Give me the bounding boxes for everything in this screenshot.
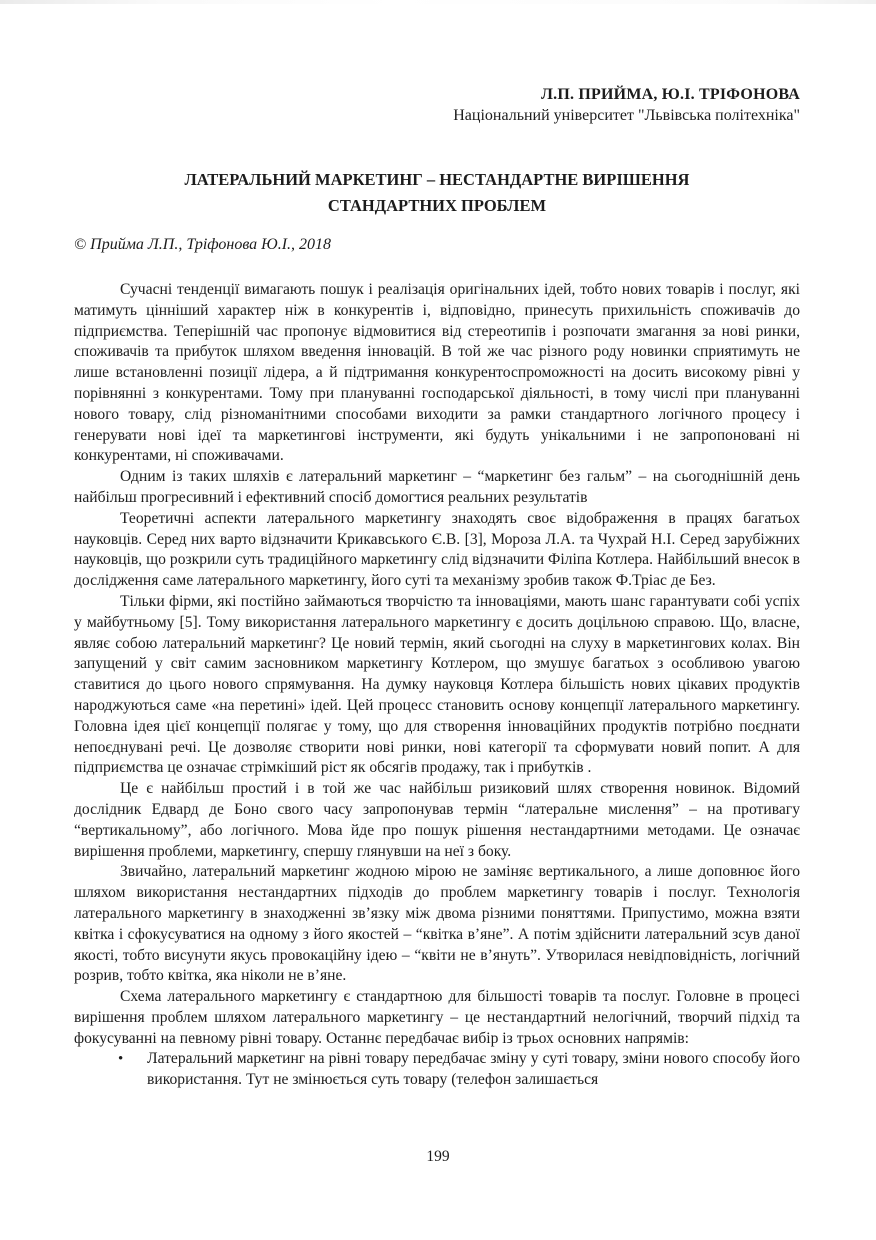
paragraph: Тільки фірми, які постійно займаються творчістю та інноваціями, мають шанс гарантувати собі успіх у майбутньому [5]. Тому використання латерального маркетингу є досить доцільною справою. Що, власне, являє собою латеральний маркетинг? Це новий термін, який сьогодні на слуху в маркетингових колах. Він запущений у світ самим засновником маркетингу Котлером, що змушує багатьох з особливою увагою ставитися до цього нового спрямування. На думку науковця Котлера більшість нових цікавих продуктів народжуються саме «на перетині» ідей. Цей процесс становить основу концепції латерального маркетингу. Головна ідея цієї концепції полягає у тому, що для створення інноваційних продуктів потрібно поєднати непоєднувані речі. Це дозволяє створити нові ринки, нові категорії та сформувати новий попит. А для підприємства це означає стрімкіший ріст як обсягів продажу, так і прибутків .: [74, 592, 800, 777]
paragraph: Одним із таких шляхів є латеральний маркетинг – “маркетинг без гальм” – на сьогоднішній день найбільш прогресивний і ефективний спосіб домогтися реальних результатів: [74, 468, 800, 506]
copyright-line: © Прийма Л.П., Тріфонова Ю.І., 2018: [74, 236, 332, 253]
page-number: 199: [426, 1148, 450, 1165]
bullet-item: [74, 1049, 800, 1091]
paragraph: Звичайно, латеральний маркетинг жодною мірою не заміняє вертикального, а лише доповнює його шляхом використання нестандартних підходів до проблем маркетингу товарів і послуг. Технологія латерального маркетингу в знаходженні зв’язку між двома різними поняттями. Припустимо, можна взяти квітка і сфокусуватися на одному з його якостей – “квітка в’яне”. А потім здійснити латеральний зсув даної якості, тобто висунути якусь провокаційну ідею – “квіти не в’януть”. Утворилася невідповідність, логічний розрив, тобто квітка, яка ніколи не в’яне.: [74, 863, 800, 985]
bullet-icon: •: [118, 1051, 124, 1068]
bullet-text: Латеральний маркетинг на рівні товару передбачає зміну у суті товару, зміни нового способу його використання. Тут не змінюється суть товару (телефон залишається: [147, 1050, 800, 1089]
scan-edge-artifact: [0, 0, 876, 4]
article-title: [74, 167, 800, 219]
paragraph: Сучасні тенденції вимагають пошук і реалізація оригінальних ідей, тобто нових товарів і послуг, які матимуть цінніший характер ніж в конкурентів і, відповідно, принесуть прихильність споживачів до підприємства. Теперішній час пропонує відмовитися від стереотипів і розпочати змагання за нові ринки, споживачів та прибуток шляхом введення інновацій. В той же час різного роду новинки сприятимуть не лише встановленні позиції лідера, а й підтримання конкурентоспроможності на досить високому рівні у порівнянні з конкурентами. Тому при плануванні господарської діяльності, в тому числі при плануванні нового товару, слід різноманітними способами виходити за рамки стандартного логічного процесу і генерувати нові ідеї та маркетингові інструменти, які будуть унікальними і не запропоновані ні конкурентами, ні споживачами.: [74, 281, 800, 465]
paragraph: Теоретичні аспекти латерального маркетингу знаходять своє відображення в працях багатьох науковців. Серед них варто відзначити Крикавського Є.В. [3], Мороза Л.А. та Чухрай Н.І. Серед зарубіжних науковців, що розкрили суть традиційного маркетингу слід відзначити Філіпа Котлера. Найбільший внесок в дослідження саме латерального маркетингу, його суті та механізму зробив також Ф.Тріас де Без.: [74, 509, 800, 590]
article-body: [74, 280, 800, 1091]
paragraph: Схема латерального маркетингу є стандартною для більшості товарів та послуг. Головне в процесі вирішення проблем шляхом латерального маркетингу – це нестандартний нелогічний, творчий підхід та фокусуванні на певному рівні товару. Останнє передбачає вибір із трьох основних напрямів:: [74, 988, 800, 1047]
paragraph: Це є найбільш простий і в той же час найбільш ризиковий шлях створення новинок. Відомий дослідник Едвард де Боно свого часу запропонував термін “латеральне мислення” – на противагу “вертикальному”, або логічного. Мова йде про пошук рішення нестандартними методами. Це означає вирішення проблеми, маркетингу, спершу глянувши на неї з боку.: [74, 780, 800, 860]
affiliation-line: Національний університет "Львівська політехніка": [453, 107, 800, 124]
article-title-line-2: СТАНДАРТНИХ ПРОБЛЕМ: [327, 196, 547, 215]
article-title-line-1: ЛАТЕРАЛЬНИЙ МАРКЕТИНГ – НЕСТАНДАРТНЕ ВИРІШЕННЯ: [184, 170, 690, 189]
authors-line: Л.П. ПРИЙМА, Ю.І. ТРІФОНОВА: [541, 86, 800, 103]
